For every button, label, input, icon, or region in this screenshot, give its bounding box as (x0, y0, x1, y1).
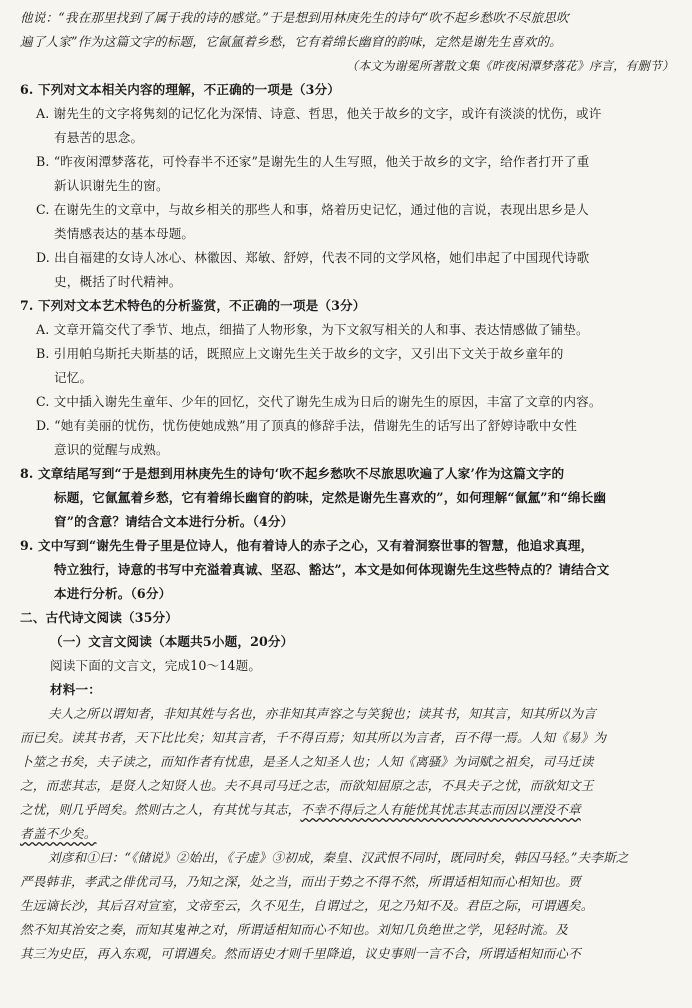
classical-line-6 (20, 822, 674, 846)
reading-instruction: 阅读下面的文言文，完成10～14题。 (50, 658, 262, 673)
question-9-line-2: 特立独行，诗意的书写中充溢着真诚、坚忍、豁达”，本文是如何体现谢先生这些特点的？请结合文 (54, 562, 610, 577)
question-9-line-3: 本进行分析。（6分） (54, 586, 172, 601)
question-8-line-2: 标题，它氤氲着乡愁，它有着绵长幽窅的韵味，定然是谢先生喜欢的”，如何理解“氤氲”和“绵长幽 (54, 490, 607, 505)
question-9-line-1: 9. 文中写到“谢先生骨子里是位诗人，他有着诗人的赤子之心，又有着洞察世事的智慧，他追求真理， (20, 538, 594, 553)
question-8-line-3: 窅”的含意？请结合文本进行分析。（4分） (54, 514, 294, 529)
classical-line-3: 卜筮之书矣，夫子读之，而知作者有忧患，是圣人之知圣人也；人知《离骚》为词赋之祖矣，司马迁读 (20, 754, 594, 769)
subsection-title: （一）文言文阅读（本题共5小题，20分） (50, 634, 294, 649)
classical-line-11: 其三为史臣，再入东观，可谓遇矣。然而语史才则千里降追，议史事则一言不合，所谓适相知而心不 (20, 946, 581, 961)
classical-line-2: 而已矣。读其书者，天下比比矣；知其言者，千不得百焉；知其所以为言者，百不得一焉。人知《易》为 (20, 730, 607, 745)
question-6-option-c-cont: 类情感表达的基本母题。 (54, 226, 195, 241)
question-6-option-b: B. “昨夜闲潭梦落花，可怜春半不还家”是谢先生的人生写照，他关于故乡的文字，给作者打开了重 (36, 154, 590, 169)
classical-line-5 (20, 798, 674, 822)
underlined-sentence-end: 者盖不少矣。 (20, 826, 97, 841)
intro-line-1: 他说：“我在那里找到了属于我的诗的感觉。”于是想到用林庚先生的诗句“吹不起乡愁吹不尽旅思吹 (20, 10, 569, 25)
underlined-sentence: 不幸不得后之人有能忧其忧志其志而因以湮没不章 (300, 802, 581, 817)
question-8-line-1: 8. 文章结尾写到“于是想到用林庚先生的诗句‘吹不起乡愁吹不尽旅思吹遍了人家’作为这篇文字的 (20, 466, 565, 481)
question-7-option-a: A. 文章开篇交代了季节、地点，细描了人物形象，为下文叙写相关的人和事、表达情感做了铺垫。 (36, 322, 589, 337)
classical-line-4: 之，而悲其志，是贤人之知贤人也。夫不具司马迁之志，而欲知屈原之志，不具夫子之忧，而欲知文王 (20, 778, 594, 793)
question-7-option-d-cont: 意识的觉醒与成熟。 (54, 442, 169, 457)
section-2-title: 二、古代诗文阅读（35分） (20, 610, 179, 625)
question-7-option-d: D. “她有美丽的忧伤，忧伤使她成熟”用了顶真的修辞手法，借谢先生的话写出了舒婷诗歌中女性 (36, 418, 578, 433)
question-7-option-b-cont: 记忆。 (54, 370, 93, 385)
question-6-option-a-cont: 有悬苦的思念。 (54, 130, 144, 145)
intro-line-2-text: 遍了人家”作为这篇文字的标题，它氤氲着乡愁，它有着绵长幽窅的韵味，定然是谢先生喜欢的。 (20, 34, 562, 49)
intro-line-2 (20, 30, 674, 54)
classical-line-7: 刘彦和①曰：“《储说》②始出，《子虚》③初成，秦皇、汉武恨不同时，既同时矣，韩囚马轻。”夫李斯之 (48, 850, 629, 865)
classical-line-5a: 之忧，则几乎罔矣。然则古之人，有其忧与其志， (20, 802, 301, 817)
question-6-option-b-cont: 新认识谢先生的窗。 (54, 178, 169, 193)
material-label: 材料一： (50, 682, 101, 697)
classical-line-8: 严畏韩非，孝武之俳优司马，乃知之深，处之当，而出于势之不得不然，所谓适相知而心相知也。贾 (20, 874, 581, 889)
question-6-option-d: D. 出自福建的女诗人冰心、林徽因、郑敏、舒婷，代表不同的文学风格，她们串起了中国现代诗歌 (36, 250, 590, 265)
source-note: （本文为谢冕所著散文集《昨夜闲潭梦落花》序言，有删节） (345, 59, 674, 73)
question-7-option-c: C. 文中插入谢先生童年、少年的回忆，交代了谢先生成为日后的谢先生的原因，丰富了文章的内容。 (36, 394, 602, 409)
classical-line-9: 生远谪长沙，其后召对宣室，文帝至云，久不见生，自谓过之，见之乃知不及。君臣之际，可谓遇矣。 (20, 898, 594, 913)
question-6-stem: 6. 下列对文本相关内容的理解，不正确的一项是（3分） (20, 82, 341, 97)
question-6-option-c: C. 在谢先生的文章中，与故乡相关的那些人和事，烙着历史记忆，通过他的言说，表现出思乡是人 (36, 202, 589, 217)
question-7-option-b: B. 引用帕乌斯托夫斯基的话，既照应上文谢先生关于故乡的文字，又引出下文关于故乡童年的 (36, 346, 564, 361)
question-6-option-d-cont: 史，概括了时代精神。 (54, 274, 182, 289)
classical-line-10: 然不知其治安之奏，而知其鬼神之对，所谓适相知而心不知也。刘知几负绝世之学，见轻时流。及 (20, 922, 568, 937)
classical-line-1: 夫人之所以谓知者，非知其姓与名也，亦非知其声容之与笑貌也；读其书，知其言，知其所以为言 (48, 706, 596, 721)
question-7-stem: 7. 下列对文本艺术特色的分析鉴赏，不正确的一项是（3分） (20, 298, 366, 313)
question-6-option-a: A. 谢先生的文字将隽刻的记忆化为深情、诗意、哲思，他关于故乡的文字，或许有淡淡的忧伤，或许 (36, 106, 602, 121)
